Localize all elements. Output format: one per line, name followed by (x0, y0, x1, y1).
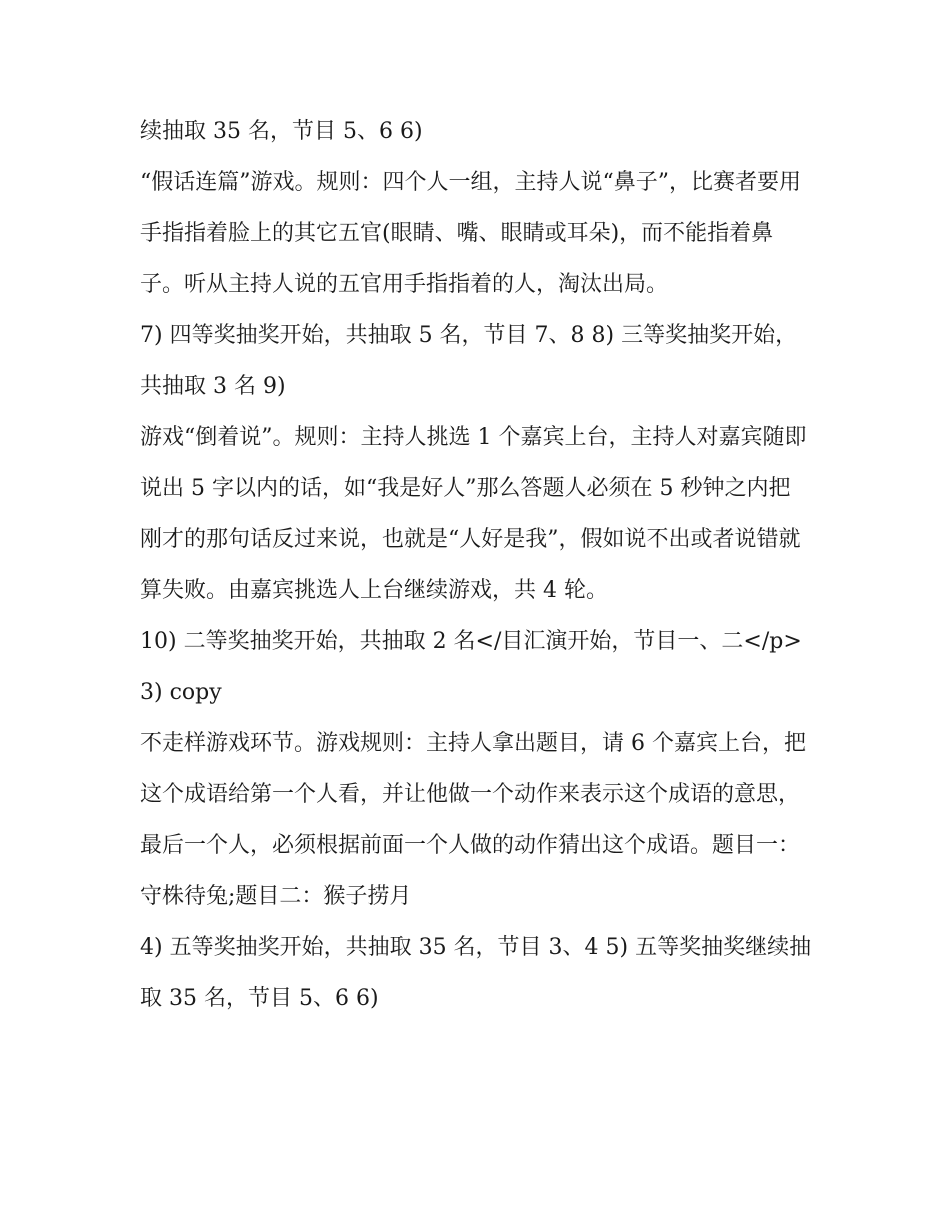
paragraph-continuation: 续抽取 35 名，节目 5、6 6) (140, 119, 423, 144)
paragraph-game-reverse-speech: 游戏“倒着说”。规则：主持人挑选 1 个嘉宾上台，主持人对嘉宾随即说出 5 字以内的话，如“我是好人”那么答题人必须在 5 秒钟之内把刚才的那句话反过来说，也就是“人好是我”，假如说不出或者说错就算失败。由嘉宾挑选人上台继续游戏，共 4 轮。 (140, 425, 807, 603)
paragraph-second-prize: 10) 二等奖抽奖开始，共抽取 2 名</目汇演开始，节目一、二</p> 3) copy (140, 629, 802, 705)
document-body (140, 106, 812, 1024)
paragraph-game-charades: 不走样游戏环节。游戏规则：主持人拿出题目，请 6 个嘉宾上台，把这个成语给第一个人看，并让他做一个动作来表示这个成语的意思，最后一个人，必须根据前面一个人做的动作猜出这个成语。题目一：守株待兔;题目二：猴子捞月 (140, 731, 806, 909)
paragraph-game-false-words: “假话连篇”游戏。规则：四个人一组，主持人说“鼻子”，比赛者要用手指指着脸上的其它五官(眼睛、嘴、眼睛或耳朵)，而不能指着鼻子。听从主持人说的五官用手指指着的人，淘汰出局。 (140, 170, 801, 297)
paragraph-fourth-third-prize: 7) 四等奖抽奖开始，共抽取 5 名，节目 7、8 8) 三等奖抽奖开始，共抽取 3 名 9) (140, 323, 798, 399)
paragraph-fifth-prize: 4) 五等奖抽奖开始，共抽取 35 名，节目 3、4 5) 五等奖抽奖继续抽取 35 名，节目 5、6 6) (140, 935, 812, 1011)
